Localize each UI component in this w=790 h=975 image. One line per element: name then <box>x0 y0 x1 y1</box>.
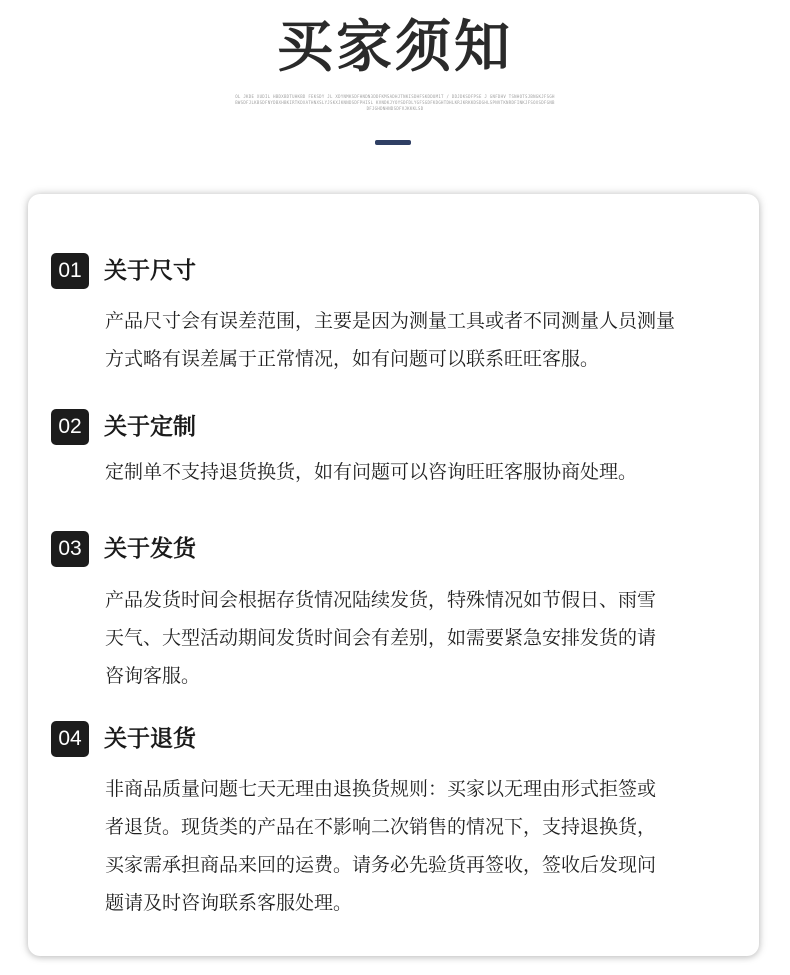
section-number-badge: 03 <box>51 531 89 567</box>
section-text-line: 定制单不支持退货换货，如有问题可以咨询旺旺客服协商处理。 <box>105 461 638 483</box>
section-custom <box>28 409 759 483</box>
section-header <box>28 531 759 571</box>
section-body <box>105 453 745 491</box>
accent-divider <box>375 140 411 145</box>
section-body <box>105 302 745 378</box>
section-body <box>105 770 745 922</box>
section-text-line: 方式略有误差属于正常情况，如有问题可以联系旺旺客服。 <box>105 348 600 370</box>
section-body <box>105 581 745 695</box>
section-text-line: 题请及时咨询联系客服处理。 <box>105 892 353 914</box>
section-header <box>28 721 759 761</box>
section-title: 关于发货 <box>104 536 196 562</box>
section-text-line: 天气、大型活动期间发货时间会有差别，如需要紧急安排发货的请 <box>105 627 657 649</box>
section-number-badge: 01 <box>51 253 89 289</box>
page-title: 买家须知 <box>277 15 513 80</box>
section-text-line: 产品尺寸会有误差范围，主要是因为测量工具或者不同测量人员测量 <box>105 310 676 332</box>
section-header <box>28 409 759 449</box>
section-returns <box>28 721 759 914</box>
section-title: 关于退货 <box>104 726 196 752</box>
section-header <box>28 253 759 293</box>
section-text-line: 非商品质量问题七天无理由退换货规则：买家以无理由形式拒签或 <box>105 778 657 800</box>
section-number-badge: 02 <box>51 409 89 445</box>
decorative-subtitle: OL JKDE XUDIL HBDXBDTUHKBD FEKSDY JL XDYNMKSDFHNDN3DDFKMSADHJTNKISDHFSKDDUM1T / DDJDKSDFPSE J GNFDHV TSNHOTSJBNGKJFSGHBWSDFJLKBSDFNYDBXHBKIRTKDXATHNXSLYJSKXJKNNDSDFPHISL KVNDKJYOYSDFDLYGFSGDFKDGHTDHLKRJKRKKDSDGHLSPNVTKNRDFINKJFSOXSDFGNBDFJGHDNHNDSDFVJKKKLSD <box>235 94 555 111</box>
section-text-line: 产品发货时间会根据存货情况陆续发货，特殊情况如节假日、雨雪 <box>105 589 657 611</box>
section-size <box>28 253 759 370</box>
section-title: 关于定制 <box>104 414 196 440</box>
section-title: 关于尺寸 <box>104 258 196 284</box>
section-number-badge: 04 <box>51 721 89 757</box>
section-shipping <box>28 531 759 687</box>
notice-card <box>28 194 759 956</box>
section-text-line: 咨询客服。 <box>105 665 201 687</box>
section-text-line: 者退货。现货类的产品在不影响二次销售的情况下，支持退换货， <box>105 816 657 838</box>
section-text-line: 买家需承担商品来回的运费。请务必先验货再签收，签收后发现问 <box>105 854 657 876</box>
